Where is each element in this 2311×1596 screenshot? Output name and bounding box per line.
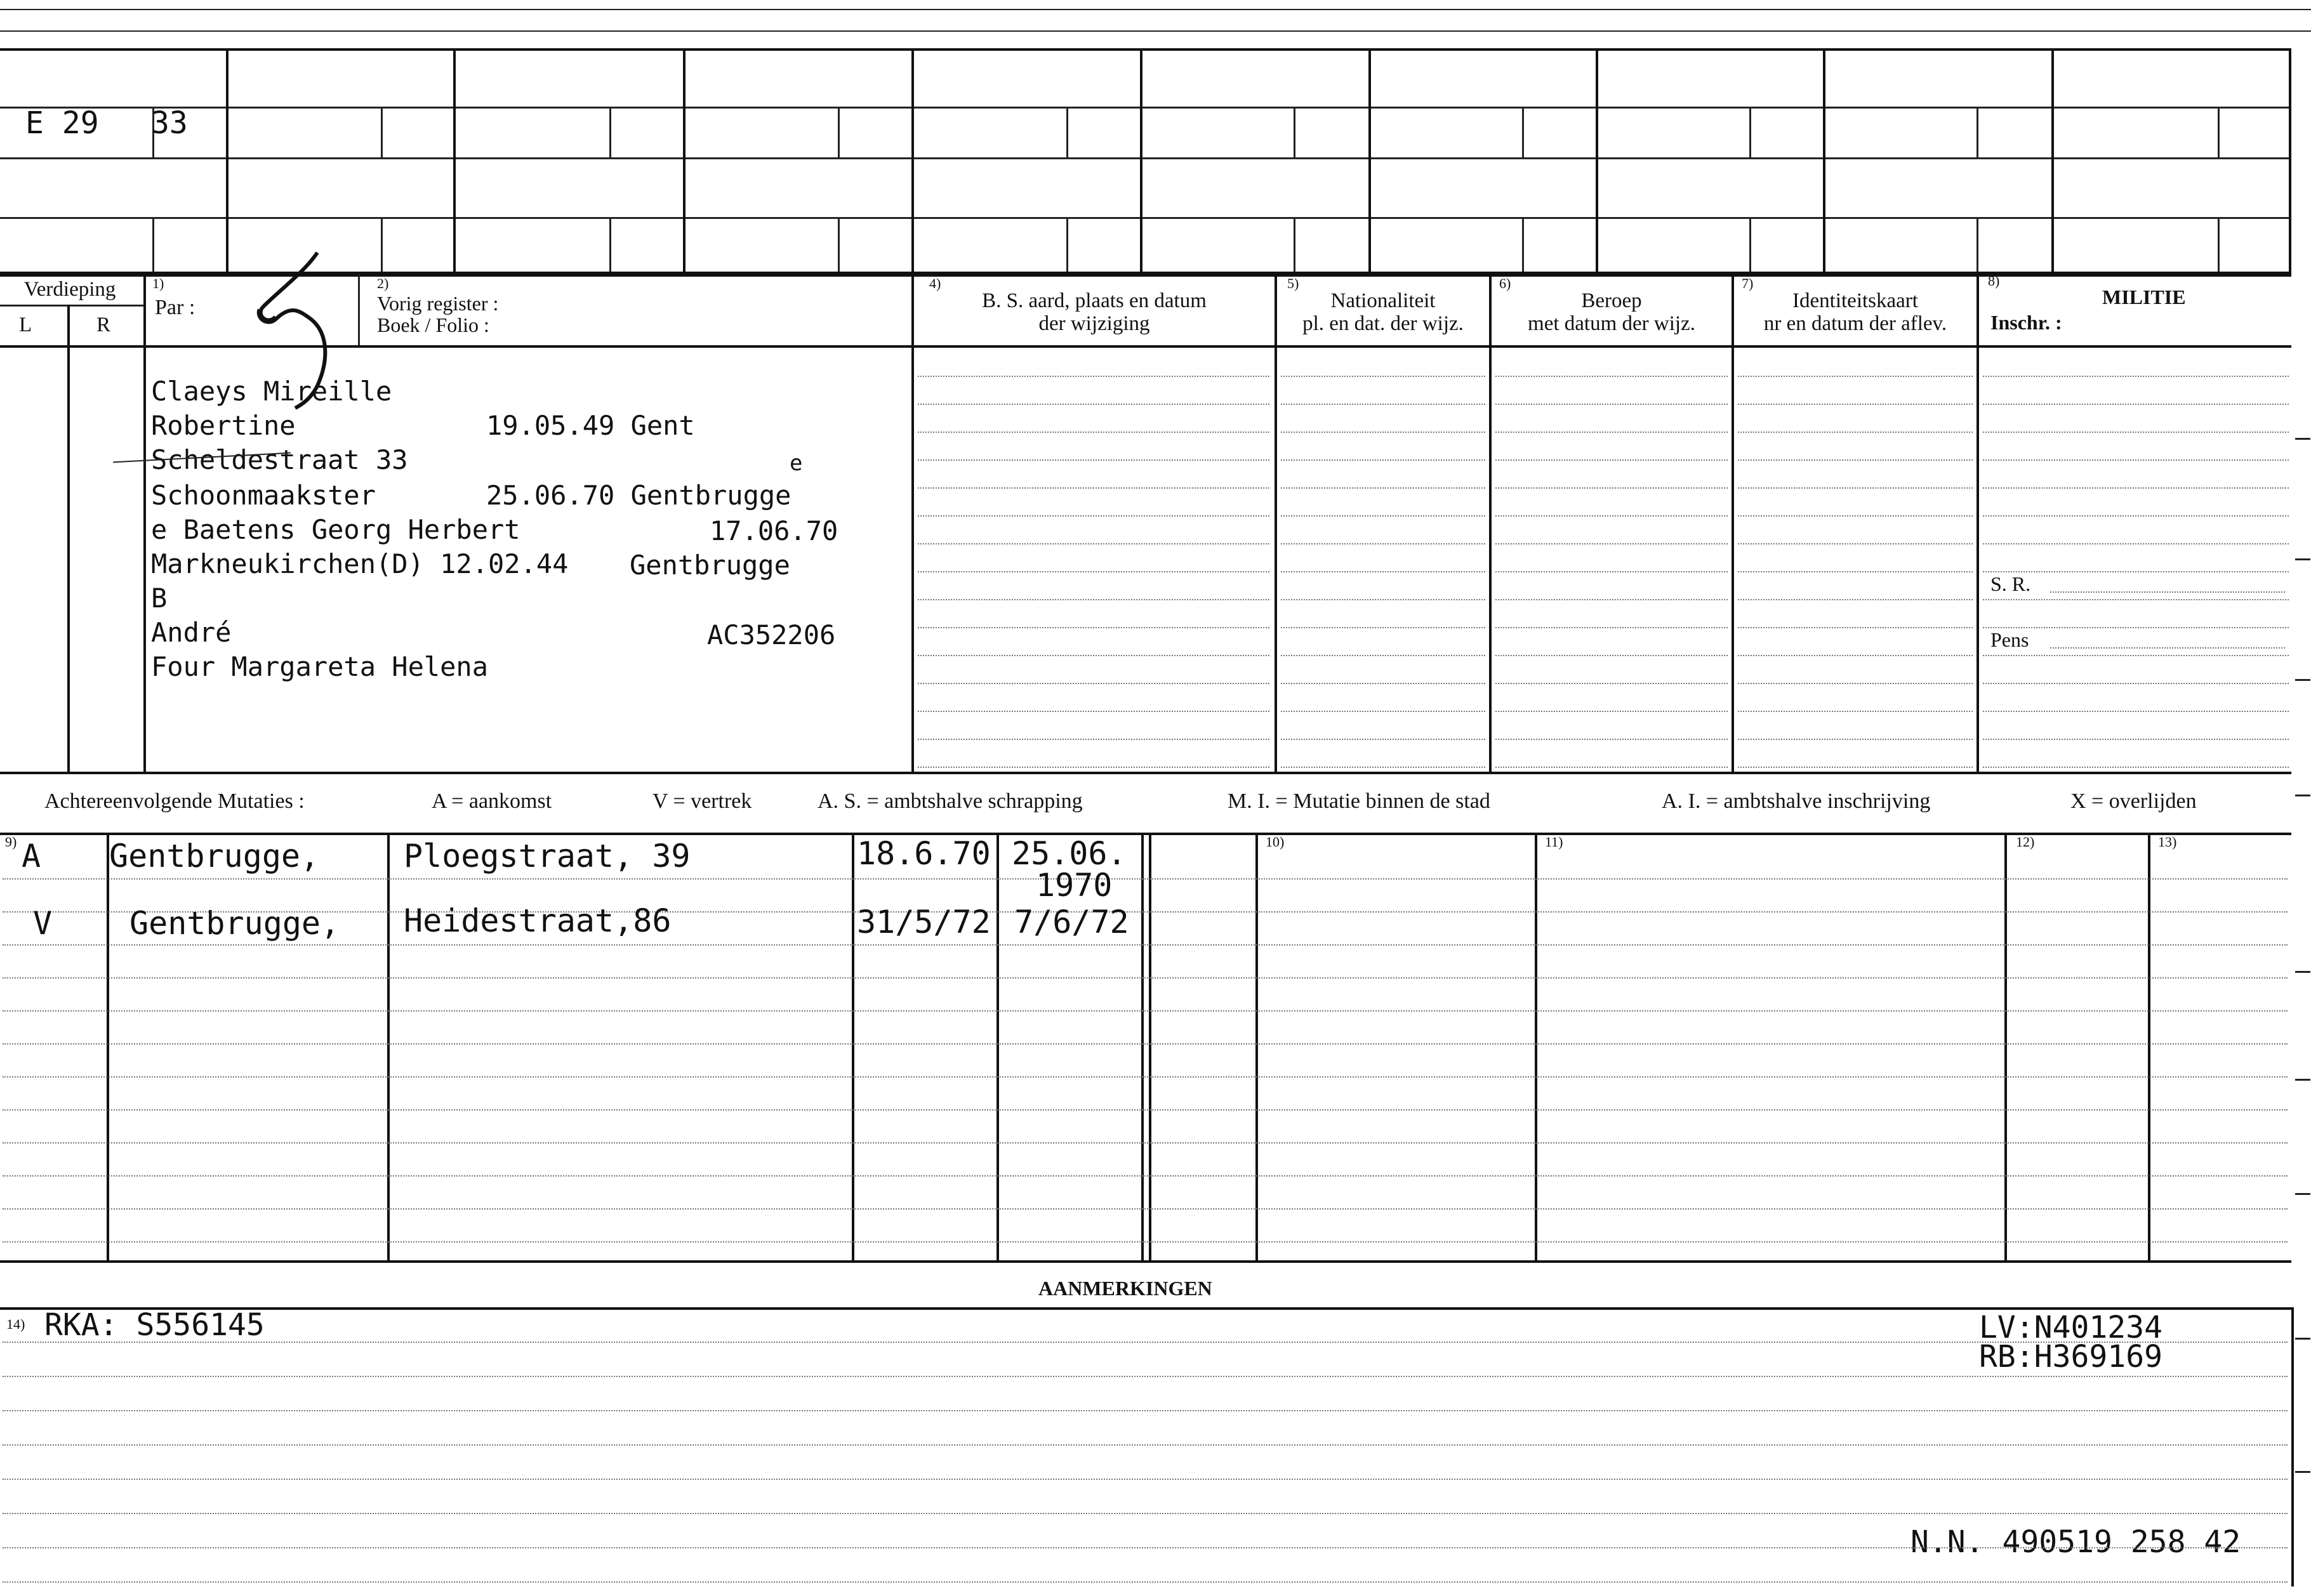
mut-col9-number: 9) <box>5 834 17 850</box>
top-grid-subdivider <box>1522 217 1524 272</box>
margin-tick <box>2295 438 2310 440</box>
top-grid-subdivider <box>152 217 154 272</box>
mut-col-divider <box>387 833 390 1260</box>
person-mark-e: e <box>790 451 803 476</box>
top-grid-divider <box>1823 49 1825 272</box>
ruled-line <box>1738 767 1973 768</box>
ruled-line <box>1495 515 1728 517</box>
ruled-line <box>1281 515 1485 517</box>
top-grid-divider <box>2289 49 2291 272</box>
top-grid-subdivider <box>381 107 383 157</box>
col6-number: 6) <box>1499 275 1511 291</box>
ruled-line <box>918 515 1269 517</box>
person-id-card: AC352206 <box>707 619 836 650</box>
ruled-line <box>1983 655 2289 656</box>
section-line <box>0 772 2291 774</box>
ruled-line <box>1738 711 1973 712</box>
ruled-line <box>3 1581 2288 1583</box>
col4-number: 4) <box>929 275 941 291</box>
top-grid-subdivider <box>2218 107 2220 157</box>
top-grid-subdivider <box>1066 217 1068 272</box>
ruled-line <box>918 376 1269 377</box>
pens-line <box>2050 647 2285 649</box>
legend-as: A. S. = ambtshalve schrapping <box>818 789 1083 813</box>
identiteit-divider <box>1732 274 1734 774</box>
legend-ai: A. I. = ambtshalve inschrijving <box>1662 789 1931 813</box>
r-label: R <box>96 313 111 336</box>
ruled-line <box>1495 683 1728 684</box>
person-occupation: Schoonmaakster <box>151 480 376 511</box>
ruled-line <box>1495 376 1728 377</box>
bs-label-2: der wijziging <box>1038 312 1150 335</box>
mutations-bottom-line <box>0 1260 2291 1263</box>
ruled-line <box>1983 767 2289 768</box>
mut-col11-number: 11) <box>1545 834 1563 850</box>
margin-tick <box>2295 679 2310 681</box>
ruled-line <box>3 1479 2288 1480</box>
ruled-line <box>1983 432 2289 433</box>
legend-a: A = aankomst <box>432 789 552 813</box>
top-grid-subdivider <box>1977 217 1978 272</box>
ruled-line <box>918 739 1269 740</box>
ruled-line <box>1495 627 1728 628</box>
person-place: Gentbrugge <box>630 550 790 581</box>
person-mother: Four Margareta Helena <box>151 651 489 682</box>
register-divider <box>358 274 360 345</box>
top-grid-subdivider <box>1066 107 1068 157</box>
ruled-line <box>1495 432 1728 433</box>
ruled-line <box>3 911 2288 913</box>
top-grid-subdivider <box>1749 217 1751 272</box>
ruled-line <box>918 655 1269 656</box>
ruled-line <box>1495 487 1728 489</box>
ruled-line <box>1738 459 1973 461</box>
ruled-line <box>3 1376 2288 1377</box>
ruled-line <box>1983 515 2289 517</box>
ruled-line <box>1738 432 1973 433</box>
par-divider-left <box>143 274 146 774</box>
ruled-line <box>1738 683 1973 684</box>
ruled-line <box>1281 571 1485 572</box>
top-grid-divider <box>1140 49 1142 272</box>
legend-mi: M. I. = Mutatie binnen de stad <box>1228 789 1490 813</box>
top-grid-subdivider <box>1977 107 1978 157</box>
ruled-line <box>3 1010 2288 1012</box>
ruled-line <box>3 1241 2288 1243</box>
top-grid-subdivider <box>1522 107 1524 157</box>
ruled-line <box>1738 571 1973 572</box>
person-spouse-birth: Markneukirchen(D) 12.02.44 <box>151 548 569 579</box>
col7-number: 7) <box>1742 275 1754 291</box>
ruled-line <box>918 487 1269 489</box>
ruled-line <box>1983 376 2289 377</box>
ruled-line <box>918 459 1269 461</box>
identiteit-label-2: nr en datum der aflev. <box>1763 312 1947 335</box>
person-marriage-date: 17.06.70 <box>710 515 838 546</box>
bs-divider <box>911 274 914 774</box>
mut-col12-number: 12) <box>2016 834 2035 850</box>
mut-col-divider <box>1255 833 1258 1260</box>
mutation-city: Gentbrugge, <box>129 905 340 942</box>
ruled-line <box>3 1208 2288 1210</box>
identiteit-label-1: Identiteitskaart <box>1792 289 1918 312</box>
col1-number: 1) <box>152 275 164 291</box>
top-grid-subdivider <box>609 107 611 157</box>
margin-tick <box>2295 1338 2310 1340</box>
verdieping-label: Verdieping <box>23 278 116 301</box>
top-grid-subdivider <box>2218 217 2220 272</box>
mut-col-divider <box>1535 833 1537 1260</box>
ruled-line <box>3 1547 2288 1548</box>
ruled-line <box>1983 459 2289 461</box>
mut-col-divider <box>107 833 109 1260</box>
remarks-number: 14) <box>6 1316 25 1332</box>
ruled-line <box>918 571 1269 572</box>
top-grid-subdivider <box>609 217 611 272</box>
ruled-line <box>1495 571 1728 572</box>
ruled-line <box>1983 487 2289 489</box>
boek-folio-label: Boek / Folio : <box>377 313 489 336</box>
ruled-line <box>918 683 1269 684</box>
mut-col-divider <box>852 833 854 1260</box>
ruled-line <box>1281 376 1485 377</box>
ruled-line <box>1281 683 1485 684</box>
legend-x: X = overlijden <box>2070 789 2197 813</box>
mut-col-divider <box>1149 833 1151 1260</box>
nationaliteit-divider <box>1275 274 1277 774</box>
ruled-line <box>1281 459 1485 461</box>
mut-col-divider <box>2148 833 2150 1260</box>
mut-col13-number: 13) <box>2158 834 2177 850</box>
top-grid-subdivider <box>838 107 840 157</box>
ruled-line <box>1983 543 2289 544</box>
ruled-line <box>1281 543 1485 544</box>
ruled-line <box>1983 404 2289 405</box>
mutation-date2: 7/6/72 <box>1014 904 1129 940</box>
ruled-line <box>1738 599 1973 600</box>
remarks-nn: N.N. 490519 258 42 <box>1910 1524 2241 1560</box>
mut-col-divider <box>2004 833 2007 1260</box>
bs-label-1: B. S. aard, plaats en datum <box>982 289 1207 312</box>
ruled-line <box>3 1142 2288 1144</box>
card-code: E 29 <box>25 105 99 141</box>
ruled-line <box>918 404 1269 405</box>
mutation-street: Heidestraat,86 <box>404 902 672 939</box>
ruled-line <box>1738 739 1973 740</box>
ruled-line <box>1281 404 1485 405</box>
ruled-line <box>1495 404 1728 405</box>
top-grid-subdivider <box>838 217 840 272</box>
mutation-date2: 25.06. <box>1012 835 1127 872</box>
ruled-line <box>1281 739 1485 740</box>
person-name: Claeys Mireille <box>151 376 392 407</box>
top-grid-subdivider <box>381 217 383 272</box>
verdieping-divider <box>0 305 145 307</box>
remarks-lv: LV:N401234 <box>1979 1310 2162 1345</box>
ruled-line <box>1281 432 1485 433</box>
top-grid-subdivider <box>1294 107 1295 157</box>
ruled-line <box>1495 543 1728 544</box>
col5-number: 5) <box>1287 275 1299 291</box>
ruled-line <box>3 1410 2288 1411</box>
nationaliteit-label-2: pl. en dat. der wijz. <box>1302 312 1464 335</box>
ruled-line <box>3 1109 2288 1111</box>
ruled-line <box>3 1175 2288 1177</box>
mutation-type: A <box>22 838 41 874</box>
mutation-type: V <box>33 905 53 942</box>
mutation-date1: 31/5/72 <box>857 904 991 940</box>
ruled-line <box>1738 655 1973 656</box>
ruled-line <box>918 711 1269 712</box>
militie-label: MILITIE <box>2102 286 2186 308</box>
militie-divider <box>1977 274 1979 774</box>
ruled-line <box>1495 459 1728 461</box>
top-grid-divider <box>1596 49 1598 272</box>
top-grid-line <box>0 217 2291 219</box>
vorig-register-label: Vorig register : <box>377 292 499 315</box>
top-grid-divider <box>453 49 456 272</box>
remarks-top-line <box>0 1307 2291 1310</box>
ruled-line <box>3 1342 2288 1343</box>
margin-tick <box>2295 971 2310 973</box>
beroep-label-1: Beroep <box>1581 289 1642 312</box>
ruled-line <box>3 878 2288 880</box>
l-r-divider <box>67 305 70 774</box>
person-andre: André <box>151 617 232 648</box>
top-grid-divider <box>226 49 228 272</box>
ruled-line <box>3 1076 2288 1078</box>
l-label: L <box>19 313 32 336</box>
beroep-divider <box>1489 274 1492 774</box>
ruled-line <box>1738 404 1973 405</box>
ruled-line <box>3 1444 2288 1446</box>
nationaliteit-label-1: Nationaliteit <box>1330 289 1436 312</box>
ruled-line <box>1983 739 2289 740</box>
ruled-line <box>918 543 1269 544</box>
top-grid-line <box>0 107 2291 109</box>
person-address: Scheldestraat 33 <box>151 444 408 475</box>
mutation-date2-year: 1970 <box>1036 867 1113 904</box>
ruled-line <box>3 977 2288 979</box>
ruled-line <box>1281 767 1485 768</box>
ruled-line <box>1495 655 1728 656</box>
mut-col-divider <box>1141 833 1144 1260</box>
ruled-line <box>918 627 1269 628</box>
ruled-line <box>1738 487 1973 489</box>
margin-tick <box>2295 558 2310 560</box>
ruled-line <box>3 944 2288 946</box>
ruled-line <box>1738 376 1973 377</box>
mutation-date1: 18.6.70 <box>857 835 991 872</box>
person-spouse: e Baetens Georg Herbert <box>151 514 520 545</box>
ruled-line <box>1738 515 1973 517</box>
ruled-line <box>1495 599 1728 600</box>
ruled-line <box>918 432 1269 433</box>
beroep-label-2: met datum der wijz. <box>1528 312 1695 335</box>
top-grid-subdivider <box>1294 217 1295 272</box>
top-grid-divider <box>2051 49 2054 272</box>
mutations-label: Achtereenvolgende Mutaties : <box>44 789 305 813</box>
top-edge-line <box>0 9 2311 10</box>
remarks-rka: RKA: S556145 <box>44 1307 265 1343</box>
ruled-line <box>1281 599 1485 600</box>
ruled-line <box>1281 627 1485 628</box>
ruled-line <box>918 599 1269 600</box>
remarks-rb: RB:H369169 <box>1979 1339 2162 1375</box>
top-grid-divider <box>911 49 914 272</box>
person-line-b: B <box>151 583 168 614</box>
sr-line <box>2050 591 2285 593</box>
person-occupation-date: 25.06.70 Gentbrugge <box>486 480 791 511</box>
pens-label: Pens <box>1990 628 2029 651</box>
ruled-line <box>3 1513 2288 1514</box>
ruled-line <box>1281 487 1485 489</box>
inschr-label: Inschr. : <box>1990 311 2062 334</box>
ruled-line <box>1281 711 1485 712</box>
mutations-top-line <box>0 833 2291 835</box>
ruled-line <box>1495 739 1728 740</box>
mut-col-divider <box>997 833 999 1260</box>
ruled-line <box>1495 767 1728 768</box>
mutation-city: Gentbrugge, <box>109 838 320 874</box>
margin-tick <box>2295 1471 2310 1473</box>
mut-col10-number: 10) <box>1266 834 1285 850</box>
col2-number: 2) <box>377 275 389 291</box>
par-label: Par : <box>155 296 195 319</box>
ruled-line <box>1495 711 1728 712</box>
legend-v: V = vertrek <box>652 789 752 813</box>
top-grid-subdivider <box>1749 107 1751 157</box>
person-given-name: Robertine <box>151 410 296 441</box>
top-grid-line <box>0 157 2291 159</box>
ruled-line <box>1983 711 2289 712</box>
mutation-street: Ploegstraat, 39 <box>404 838 691 874</box>
top-grid-divider <box>683 49 685 272</box>
sr-label: S. R. <box>1990 572 2031 595</box>
top-grid-line <box>0 48 2291 51</box>
right-edge-line <box>2291 1307 2294 1586</box>
margin-tick <box>2295 795 2310 796</box>
remarks-title: AANMERKINGEN <box>1038 1277 1212 1300</box>
card-number: 33 <box>151 105 188 141</box>
ruled-line <box>3 1043 2288 1045</box>
top-grid-divider <box>1368 49 1371 272</box>
ruled-line <box>1983 599 2289 600</box>
margin-tick <box>2295 1193 2310 1195</box>
col8-number: 8) <box>1988 273 2000 289</box>
top-edge-line <box>0 30 2311 32</box>
margin-tick <box>2295 1079 2310 1081</box>
ruled-line <box>1983 683 2289 684</box>
ruled-line <box>1738 627 1973 628</box>
ruled-line <box>918 767 1269 768</box>
ruled-line <box>1738 543 1973 544</box>
ruled-line <box>1281 655 1485 656</box>
person-birth: 19.05.49 Gent <box>486 410 695 441</box>
